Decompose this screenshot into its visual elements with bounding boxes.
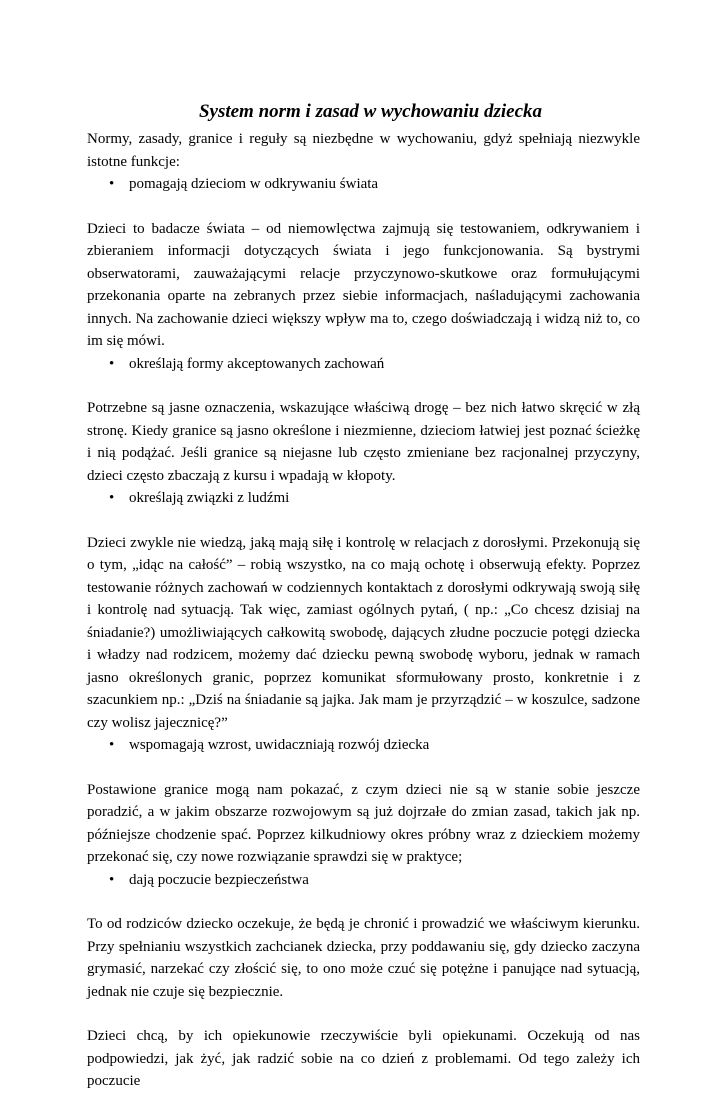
bullet-item	[87, 487, 640, 510]
body-paragraph: Dzieci to badacze świata – od niemowlęctwa zajmują się testowaniem, odkrywaniem i zbieraniem informacji dotyczących świata i jego funkcjonowania. Są bystrymi obserwatorami, zauważającymi relacje przyczynowo-skutkowe oraz formułującymi przekonania oparte na zebranych przez siebie informacjach, naśladującymi zachowania innych. Na zachowanie dzieci większy wpływ ma to, czego doświadczają i widzą niż to, co im się mówi.	[87, 220, 640, 349]
bullet-icon: •	[109, 355, 115, 372]
bullet-text: pomagają dzieciom w odkrywaniu świata	[129, 176, 379, 192]
bullet-icon: •	[109, 871, 115, 888]
bullet-icon: •	[109, 176, 115, 192]
bullet-text: wspomagają wzrost, uwidaczniają rozwój dziecka	[129, 737, 430, 753]
bullet-text: określają formy akceptowanych zachowań	[129, 355, 385, 372]
bullet-item	[87, 353, 640, 376]
intro-paragraph: Normy, zasady, granice i reguły są niezbędne w wychowaniu, gdyż spełniają niezwykle istotne funkcje:	[87, 131, 640, 170]
bullet-text: określają związki z ludźmi	[129, 490, 290, 506]
body-paragraph: Dzieci chcą, by ich opiekunowie rzeczywiście byli opiekunami. Oczekują od nas podpowiedzi, jak żyć, jak radzić sobie na co dzień z problemami. Od tego zależy ich poczucie	[87, 1028, 640, 1089]
document-title: System norm i zasad w wychowaniu dziecka	[198, 101, 543, 122]
bullet-text: dają poczucie bezpieczeństwa	[129, 871, 309, 888]
body-paragraph: Potrzebne są jasne oznaczenia, wskazujące właściwą drogę – bez nich łatwo skręcić w złą stronę. Kiedy granice są jasno określone i niezmienne, dzieciom łatwiej jest poznać ścieżkę i nią podążać. Jeśli granice są niejasne lub często zmieniane bez racjonalnej przyczyny, dzieci często zbaczają z kursu i wpadają w kłopoty.	[87, 400, 640, 484]
bullet-item	[87, 734, 640, 757]
bullet-icon: •	[109, 737, 115, 753]
document-page	[87, 100, 640, 1093]
body-paragraph: Postawione granice mogą nam pokazać, z czym dzieci nie są w stanie sobie jeszcze poradzić, a w jakim obszarze rozwojowym są już dojrzałe do zmian zasad, takich jak np. późniejsze chodzenie spać. Poprzez kilkudniowy okres próbny wraz z dzieckiem możemy przekonać się, czy nowe rozwiązanie sprawdzi się w praktyce;	[87, 781, 640, 865]
bullet-item	[87, 869, 640, 892]
bullet-item	[87, 173, 640, 196]
body-paragraph: Dzieci zwykle nie wiedzą, jaką mają siłę i kontrolę w relacjach z dorosłymi. Przekonują się o tym, „idąc na całość” – robią wszystko, na co mają ochotę i obserwują efekty. Poprzez testowanie różnych zachowań w codziennych kontaktach z dorosłymi odkrywają swoją siłę i kontrolę nad sytuacją. Tak więc, zamiast ogólnych pytań, ( np.: „Co chcesz dzisiaj na śniadanie?) umożliwiających całkowitą swobodę, dających złudne poczucie potęgi dziecka i władzy nad rodzicem, możemy dać dziecku pewną swobodę wyboru, jednak w ramach jasno określonych granic, poprzez komunikat sformułowany prosto, konkretnie i z szacunkiem np.: „Dziś na śniadanie są jajka. Jak mam je przyrządzić – w koszulce, sadzone czy wolisz jajecznicę?”	[87, 534, 640, 731]
body-paragraph: To od rodziców dziecko oczekuje, że będą je chronić i prowadzić we właściwym kierunku. Przy spełnianiu wszystkich zachcianek dziecka, przy poddawaniu się, gdy dziecko zaczyna grymasić, narzekać czy złościć się, to ono może czuć się potężne i panujące nad sytuacją, jednak nie czuje się bezpiecznie.	[87, 916, 640, 1000]
bullet-icon: •	[109, 490, 115, 506]
